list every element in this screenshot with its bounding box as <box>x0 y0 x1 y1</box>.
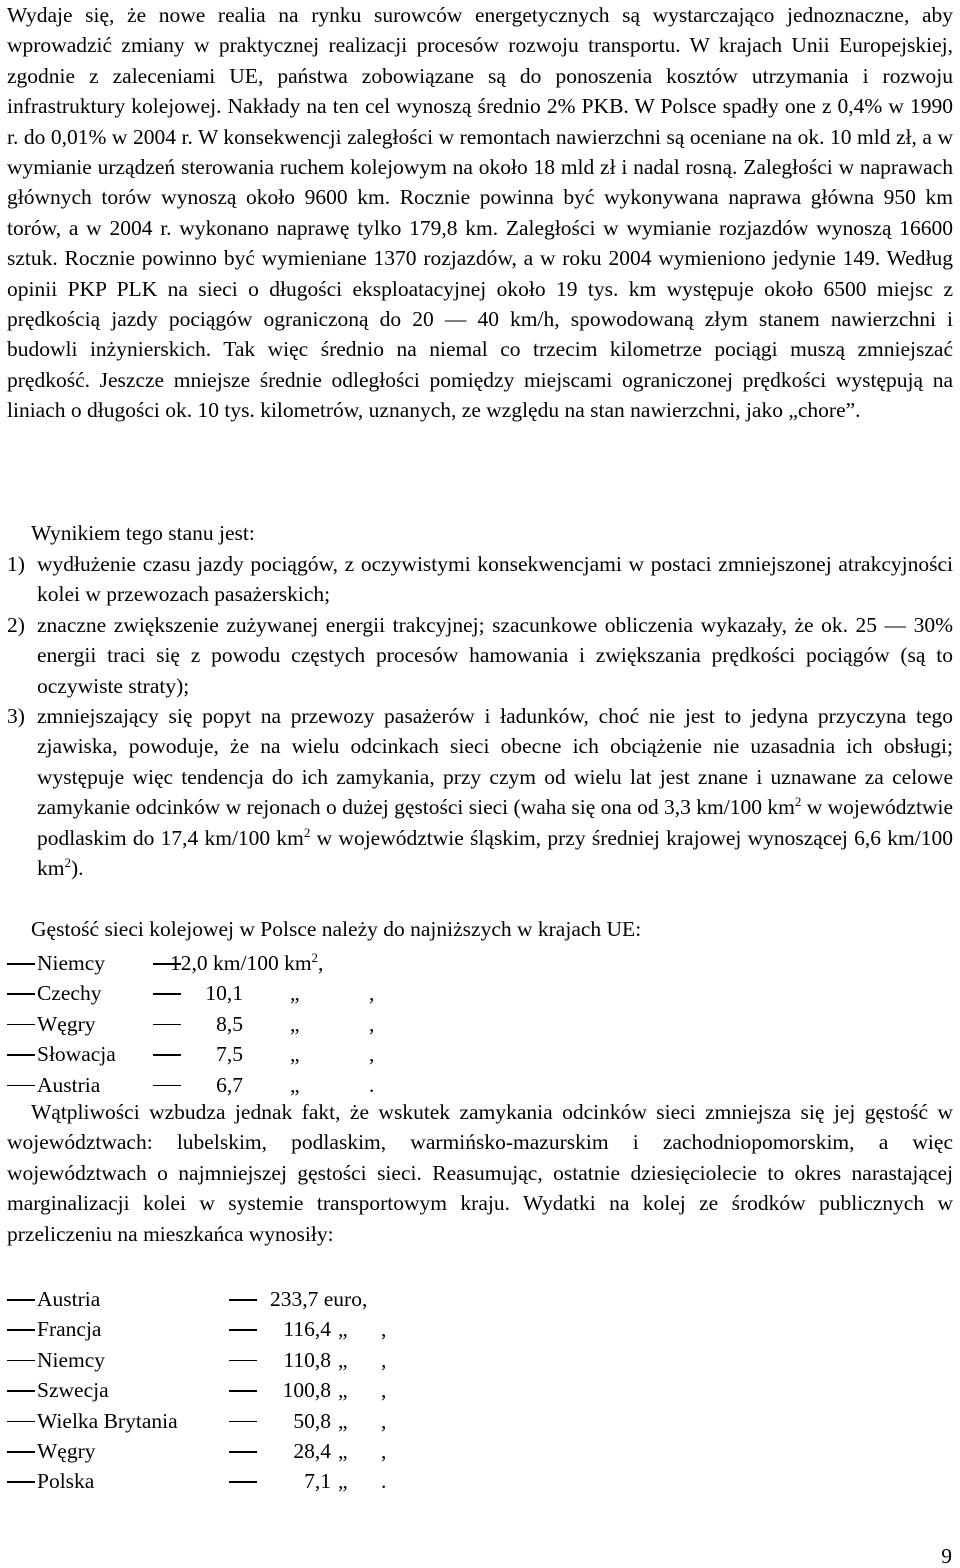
spending-value: 116,4 <box>283 1317 331 1342</box>
spending-row <box>7 1406 427 1436</box>
em-dash <box>229 1299 257 1301</box>
em-dash <box>229 1481 257 1483</box>
ditto-mark: „ <box>290 981 300 1006</box>
density-value: 12,0 km/100 $km^2$, <box>170 949 324 975</box>
punctuation: , <box>381 1439 387 1463</box>
spending-row <box>7 1284 427 1314</box>
punctuation: , <box>381 1347 387 1372</box>
result-text: znaczne zwiększenie zużywanej energii trakcyjnej; szacunkowe obliczenia wykazały, że ok. 25 — 30% energii traci się z powodu częstych procesów hamowania i zwiększania prędkości pociągów (są to oczywiste straty); <box>37 613 953 698</box>
result-item-2 <box>7 610 953 701</box>
punctuation: , <box>369 981 375 1006</box>
ditto-mark: „ <box>290 1072 300 1097</box>
density-value: 8,5 <box>216 1011 243 1036</box>
page-number: 9 <box>941 1544 952 1568</box>
ditto-mark: „ <box>338 1469 348 1494</box>
punctuation: , <box>381 1408 387 1433</box>
em-dash <box>7 1299 35 1301</box>
superscript: 2 <box>794 794 802 810</box>
spending-value: 28,4 <box>293 1439 331 1463</box>
em-dash <box>7 963 35 965</box>
em-dash <box>7 1390 35 1392</box>
spending-row <box>7 1466 427 1496</box>
result-number: 1) <box>7 552 25 576</box>
density-value: 7,5 <box>216 1042 243 1067</box>
punctuation: , <box>381 1317 387 1342</box>
ditto-mark: „ <box>338 1378 348 1403</box>
em-dash <box>7 1024 35 1026</box>
punctuation: , <box>381 1378 387 1403</box>
country-name: Czechy <box>37 981 102 1006</box>
ditto-mark: „ <box>338 1347 348 1372</box>
spending-value: 50,8 <box>293 1408 331 1433</box>
result-intro: Wynikiem tego stanu jest: <box>31 521 255 545</box>
country-name: Wielka Brytania <box>37 1408 178 1433</box>
result-text: zmniejszający się popyt na przewozy pasażerów i ładunków, choć nie jest to jedyna przyczyna tego zjawiska, powoduje, że na wielu odcinkach sieci obecne ich obciążenie nie uzasadnia ich obsługi; występuje więc tendencja do ich zamykania, przy czym od wielu lat jest znane i uznawane za celowe zamykanie odcinków w rejonach o dużej gęstości sieci (waha się ona od 3,3 km/100 $km^2$ w województwie podlaskim do 17,4 km/100 $km^2$ w województwie śląskim, przy średniej krajowej wynoszącej 6,6 km/100 $km^2$). <box>37 704 954 881</box>
country-name: Węgry <box>37 1439 96 1463</box>
result-number: 3) <box>7 704 25 728</box>
country-name: Austria <box>37 1287 101 1311</box>
punctuation: , <box>369 1042 375 1067</box>
punctuation: , <box>369 1011 375 1036</box>
density-row <box>7 948 427 978</box>
ditto-mark: „ <box>338 1408 348 1433</box>
em-dash <box>229 1421 257 1423</box>
country-name: Słowacja <box>37 1042 116 1067</box>
ditto-mark: „ <box>290 1011 300 1036</box>
country-name: Węgry <box>37 1011 96 1036</box>
result-item-1 <box>7 549 953 610</box>
em-dash <box>7 1054 35 1056</box>
em-dash <box>7 1360 35 1362</box>
spending-row <box>7 1314 427 1344</box>
em-dash <box>229 1360 257 1362</box>
country-name: Niemcy <box>37 951 106 975</box>
country-name: Polska <box>37 1469 95 1494</box>
spending-value: 233,7 euro, <box>270 1287 368 1311</box>
density-row <box>7 978 427 1008</box>
superscript: 2 <box>311 949 319 965</box>
em-dash <box>7 1451 35 1453</box>
superscript: 2 <box>64 854 71 870</box>
density-intro: Gęstość sieci kolejowej w Polsce należy do najniższych w krajach UE: <box>31 917 642 941</box>
em-dash <box>7 993 35 995</box>
spending-value: 7,1 <box>304 1469 331 1494</box>
result-item-3 <box>7 701 953 883</box>
superscript: 2 <box>303 824 311 840</box>
country-name: Niemcy <box>37 1347 106 1372</box>
country-name: Szwecja <box>37 1378 109 1403</box>
density-row <box>7 1070 427 1100</box>
punctuation: . <box>381 1469 387 1494</box>
em-dash <box>7 1421 35 1423</box>
result-text: wydłużenie czasu jazdy pociągów, z oczywistymi konsekwencjami w postaci zmniejszonej atrakcyjności kolei w przewozach pasażerskich; <box>37 552 953 607</box>
em-dash <box>7 1085 35 1087</box>
em-dash <box>7 1329 35 1331</box>
density-row <box>7 1009 427 1039</box>
doubt-paragraph: Wątpliwości wzbudza jednak fakt, że wskutek zamykania odcinków sieci zmniejsza się jej gęstość w województwach: lubelskim, podlaskim, warmińsko-mazurskim i zachodniopomorskim, a więc województwach o najmniejszej gęstości sieci. Reasumując, ostatnie dziesięciolecie to okres narastającej marginalizacji kolei w systemie transportowym kraju. Wydatki na kolej ze środków publicznych w przeliczeniu na mieszkańca wynosiły: <box>7 1100 953 1246</box>
em-dash <box>229 1390 257 1392</box>
country-name: Austria <box>37 1072 101 1097</box>
punctuation: . <box>369 1072 375 1097</box>
ditto-mark: „ <box>338 1439 348 1463</box>
intro-paragraph: Wydaje się, że nowe realia na rynku surowców energetycznych są wystarczająco jednoznaczne, aby wprowadzić zmiany w praktycznej realizacji procesów rozwoju transportu. W krajach Unii Europejskiej, zgodnie z zaleceniami UE, państwa zobowiązane są do ponoszenia kosztów utrzymania i rozwoju infrastruktury kolejowej. Nakłady na ten cel wynoszą średnio 2% PKB. W Polsce spadły one z 0,4% w 1990 r. do 0,01% w 2004 r. W konsekwencji zaległości w remontach nawierzchni są oceniane na ok. 10 mld zł, a w wymianie urządzeń sterowania ruchem kolejowym na około 18 mld zł i nadal rosną. Zaległości w naprawach głównych torów wynoszą około 9600 km. Rocznie powinna być wykonywana naprawa główna 950 km torów, a w 2004 r. wykonano naprawę tylko 179,8 km. Zaległości w wymianie rozjazdów wynoszą 16600 sztuk. Rocznie powinno być wymieniane 1370 rozjazdów, a w roku 2004 wymieniono jedynie 149. Według opinii PKP PLK na sieci o długości eksploatacyjnej około 19 tys. km występuje około 6500 miejsc z prędkością jazdy pociągów ograniczoną do 20 — 40 km/h, spowodowaną złym stanem nawierzchni i budowli inżynierskich. Tak więc średnio na niemal co trzecim kilometrze pociągi muszą zmniejszać prędkość. Jeszcze mniejsze średnie odległości pomiędzy miejscami ograniczonej prędkości występują na liniach o długości ok. 10 tys. kilometrów, uznanych, ze względu na stan nawierzchni, jako „chore”. <box>7 3 953 423</box>
em-dash <box>229 1451 257 1453</box>
em-dash <box>7 1481 35 1483</box>
spending-row <box>7 1345 427 1375</box>
spending-value: 110,8 <box>283 1347 331 1372</box>
ditto-mark: „ <box>290 1042 300 1067</box>
em-dash <box>229 1329 257 1331</box>
density-row <box>7 1039 427 1069</box>
result-number: 2) <box>7 613 25 637</box>
density-value: 10,1 <box>205 981 243 1006</box>
spending-value: 100,8 <box>282 1378 331 1403</box>
ditto-mark: „ <box>338 1317 348 1342</box>
spending-row <box>7 1436 427 1466</box>
density-value: 6,7 <box>216 1072 243 1097</box>
country-name: Francja <box>37 1317 102 1342</box>
spending-row <box>7 1375 427 1405</box>
